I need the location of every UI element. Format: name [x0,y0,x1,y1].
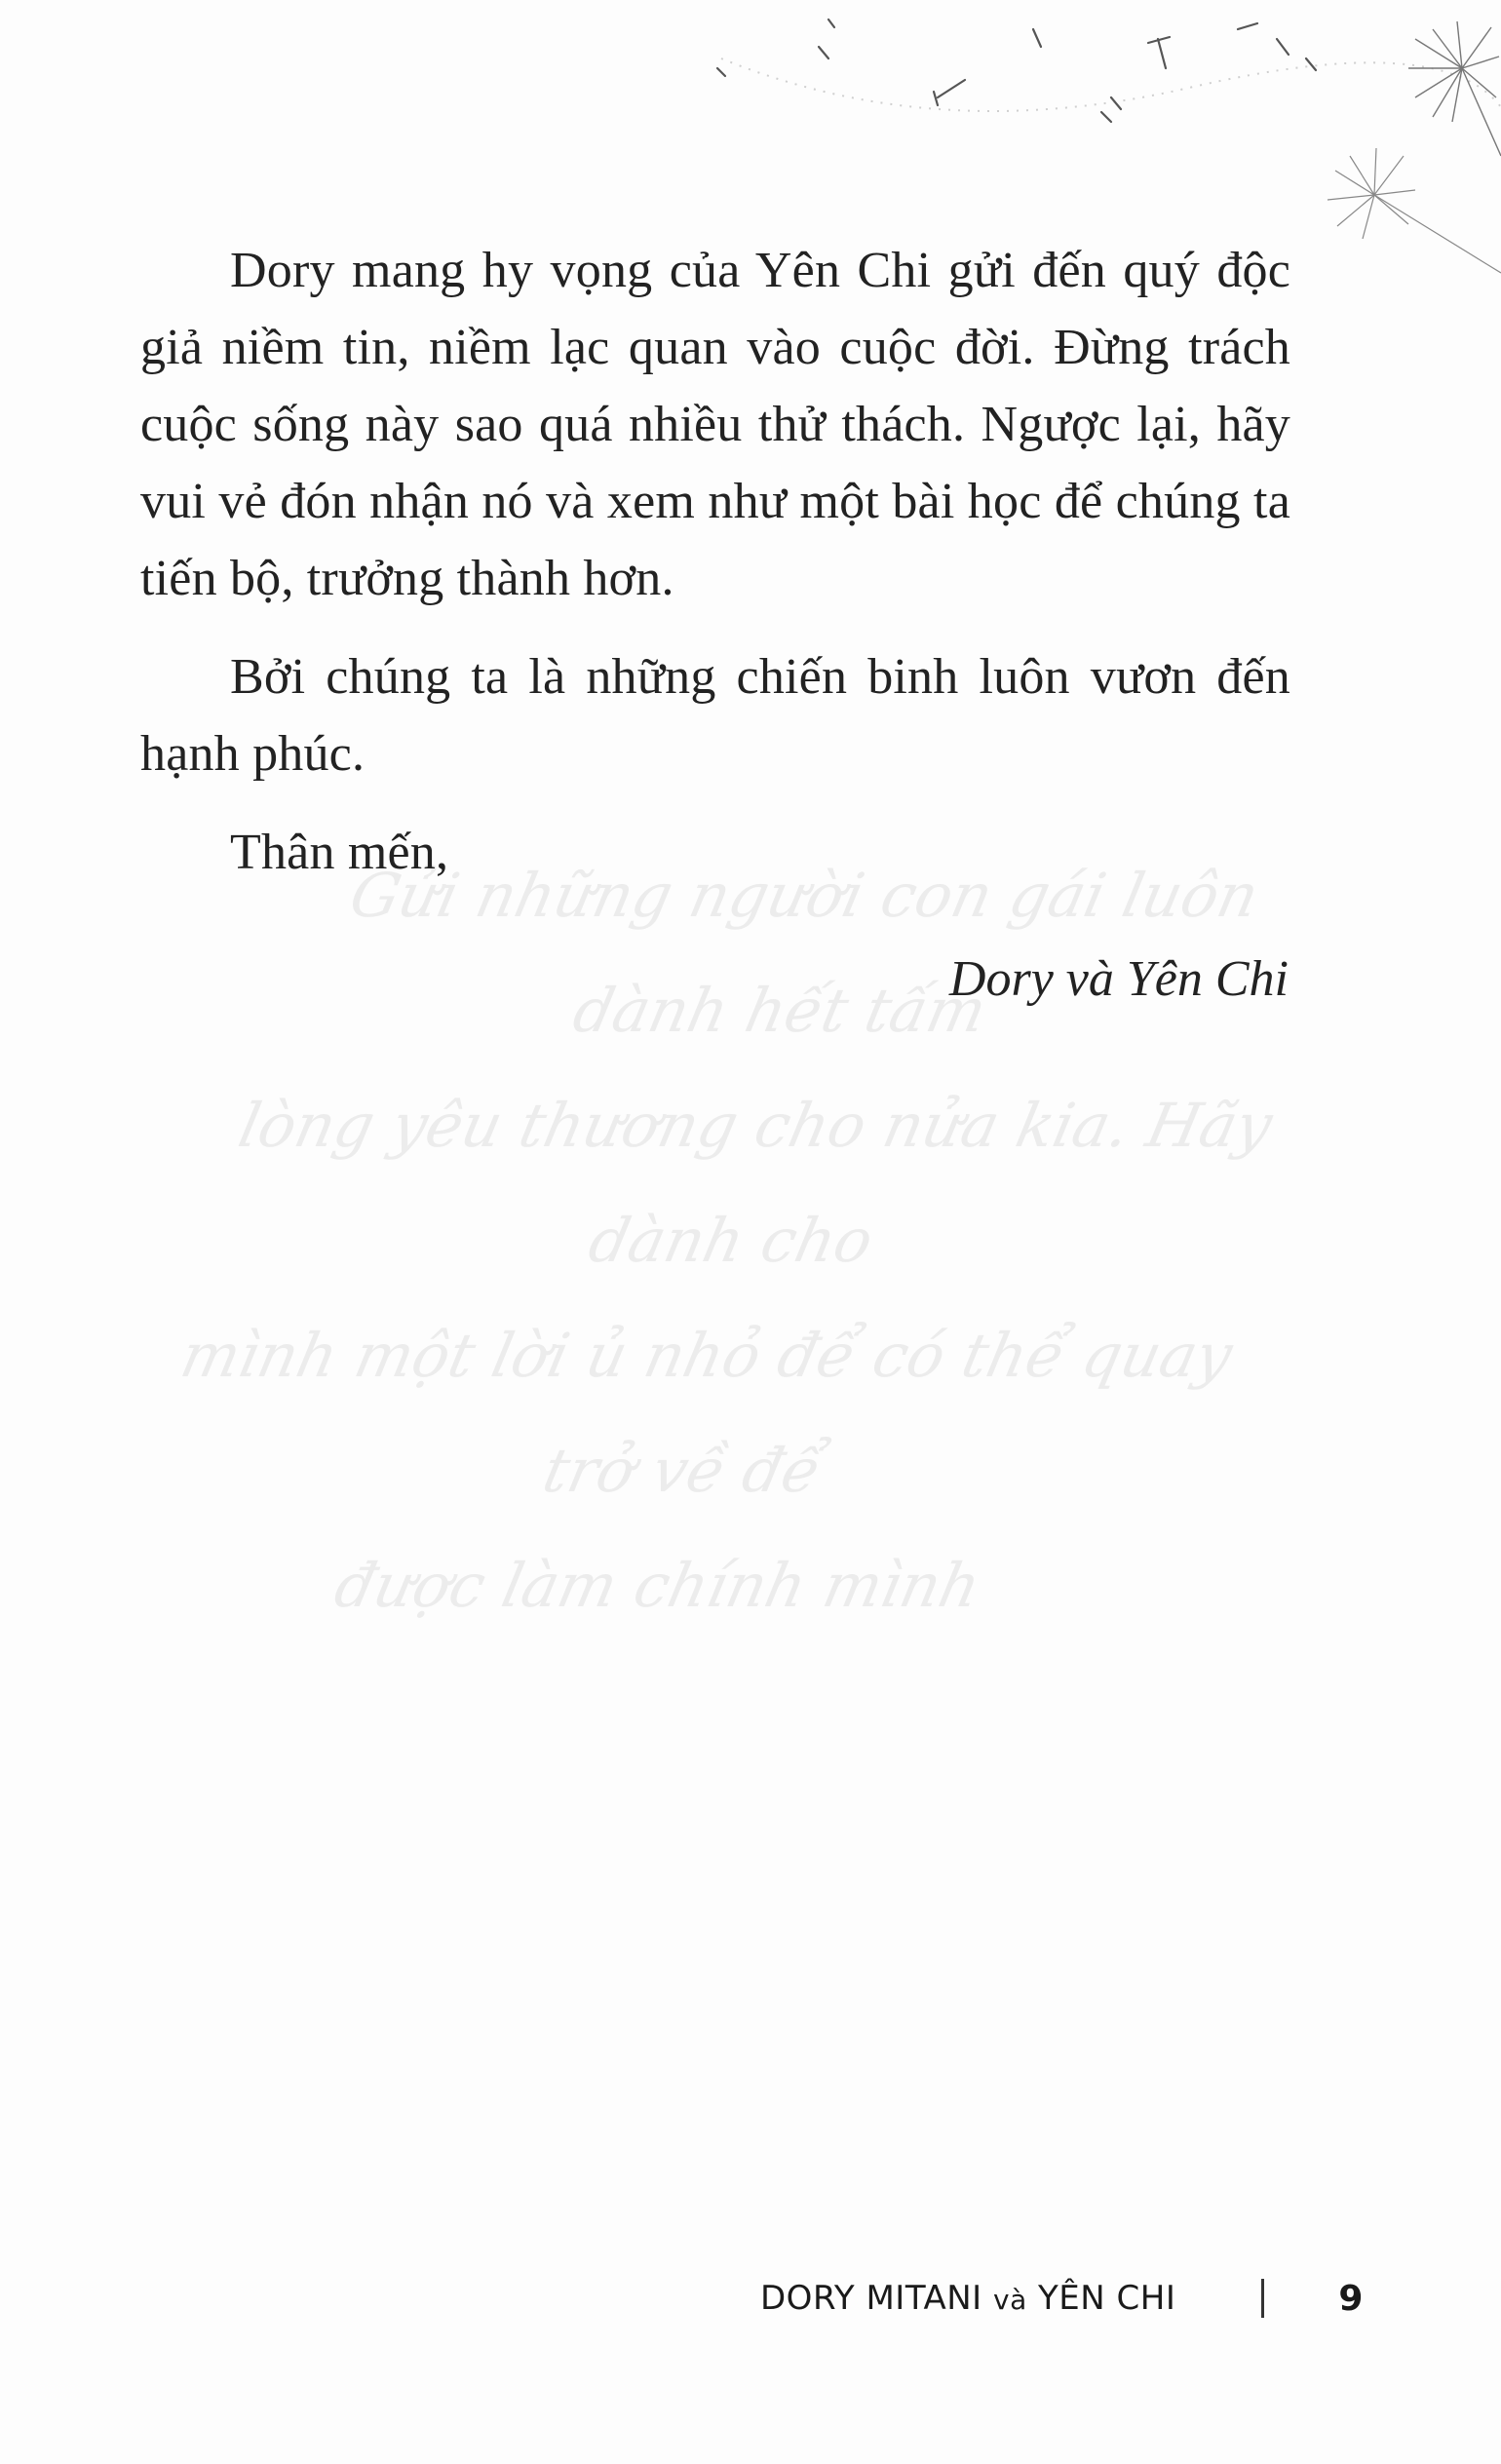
running-title-part: DORY MITANI [760,2279,993,2318]
running-title [760,2279,1175,2318]
closing-salutation: Thân mến, [230,825,449,880]
paragraph: Dory mang hy vọng của Yên Chi gửi đến quý độc giả niềm tin, niềm lạc quan vào cuộc đời. Đừng trách cuộc sống này sao quá nhiều thử thách. Ngược lại, hãy vui vẻ đón nhận nó và xem như một bài học để chúng ta tiến bộ, trưởng thành hơn. [140,243,1290,606]
page-number: 9 [1338,2278,1364,2319]
watermark-line: mình một lời ủ nhỏ để có thể quay trở về để [174,1320,1239,1506]
paragraph: Bởi chúng ta là những chiến binh luôn vươn đến hạnh phúc. [140,649,1290,782]
watermark-line: lòng yêu thương cho nửa kia. Hãy dành cho [232,1090,1279,1276]
signature: Dory và Yên Chi [948,951,1289,1007]
footer-divider [1261,2279,1264,2318]
watermark-line: được làm chính mình [328,1550,987,1621]
running-title-conjunction: và [993,2284,1027,2316]
watermark-line: Gửi những người con gái luôn dành hết tấm [343,860,1265,1046]
running-title-part: YÊN CHI [1026,2279,1176,2318]
body-text [140,232,1290,891]
page-footer [760,2269,1363,2328]
